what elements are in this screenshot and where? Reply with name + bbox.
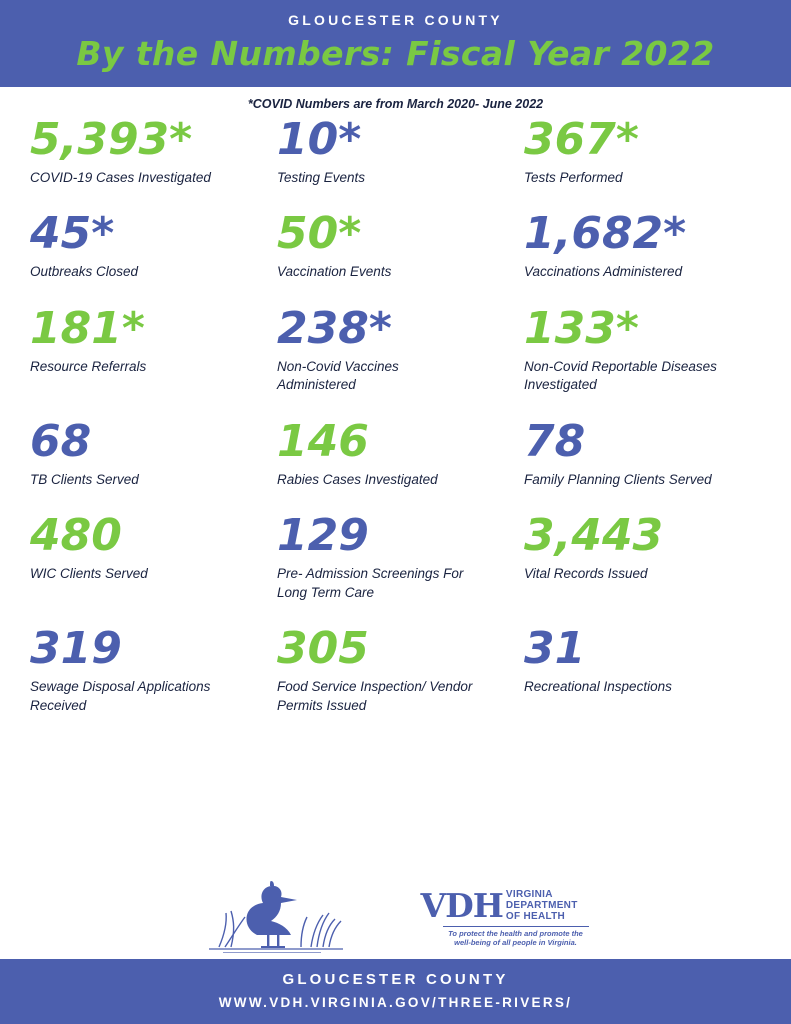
stat-value: 367* xyxy=(524,114,639,165)
stats-grid xyxy=(0,114,791,861)
stat-value: 45* xyxy=(30,208,115,260)
stat-item xyxy=(524,114,761,187)
stat-label: Family Planning Clients Served xyxy=(524,471,712,487)
stat-label: Food Service Inspection/ Vendor Permits Issued xyxy=(277,678,473,713)
vdh-logo-words xyxy=(506,889,578,923)
stat-item xyxy=(30,510,267,602)
page-footer xyxy=(0,959,791,1024)
vdh-tagline: To protect the health and promote the well-being of all people in Virginia. xyxy=(443,926,589,948)
stat-label: Testing Events xyxy=(277,169,366,185)
vdh-line-2: DEPARTMENT xyxy=(505,900,578,912)
stat-item xyxy=(524,208,761,281)
stat-label: Pre- Admission Screenings For Long Term Care xyxy=(277,565,464,600)
stat-item xyxy=(277,208,514,281)
vdh-wordmark: VDH xyxy=(420,886,503,926)
stat-item xyxy=(524,302,761,395)
stat-value: 129 xyxy=(277,510,369,562)
stat-label: Vaccinations Administered xyxy=(524,264,683,280)
stat-item xyxy=(277,415,514,489)
stat-item xyxy=(277,114,514,187)
stat-item xyxy=(30,114,267,187)
stat-label: Tests Performed xyxy=(524,169,623,185)
stat-value: 10* xyxy=(277,114,362,165)
stat-item xyxy=(277,623,514,715)
logo-row xyxy=(0,861,791,959)
stat-value: 181* xyxy=(30,302,145,354)
stat-label: Vaccination Events xyxy=(277,264,392,280)
stat-label: Vital Records Issued xyxy=(524,565,648,581)
page-title: By the Numbers: Fiscal Year 2022 xyxy=(76,34,715,73)
stat-value: 305 xyxy=(277,623,369,675)
header-eyebrow: GLOUCESTER COUNTY xyxy=(288,12,503,28)
stat-value: 50* xyxy=(277,208,362,260)
stat-value: 480 xyxy=(30,510,122,562)
stat-label: Sewage Disposal Applications Received xyxy=(30,678,211,713)
covid-note: *COVID Numbers are from March 2020- June 2022 xyxy=(247,97,544,111)
stat-item xyxy=(524,415,761,489)
stat-label: Outbreaks Closed xyxy=(30,264,139,280)
stat-label: Non-Covid Reportable Diseases Investigated xyxy=(524,358,717,393)
stat-label: TB Clients Served xyxy=(30,471,139,487)
vdh-logo xyxy=(420,886,591,953)
stat-value: 68 xyxy=(30,415,92,467)
stat-value: 5,393* xyxy=(30,114,193,165)
stat-label: COVID-19 Cases Investigated xyxy=(30,169,211,185)
stat-label: Rabies Cases Investigated xyxy=(277,471,438,487)
heron-icon xyxy=(201,877,351,953)
stat-item xyxy=(524,510,761,602)
stat-value: 146 xyxy=(277,415,369,467)
stat-item xyxy=(277,302,514,395)
stat-value: 78 xyxy=(524,415,586,467)
stat-value: 319 xyxy=(30,623,122,675)
stat-item xyxy=(30,415,267,489)
stat-item xyxy=(524,623,761,715)
stat-item xyxy=(30,302,267,395)
stat-label: Recreational Inspections xyxy=(524,678,672,694)
stat-item xyxy=(30,623,267,715)
stat-label: Non-Covid Vaccines Administered xyxy=(277,358,399,393)
vdh-logo-top xyxy=(420,886,591,926)
stat-label: Resource Referrals xyxy=(30,358,147,374)
stat-value: 3,443 xyxy=(524,510,664,562)
footer-title: GLOUCESTER COUNTY xyxy=(282,971,509,988)
stat-value: 1,682* xyxy=(524,208,687,260)
stat-value: 31 xyxy=(524,623,586,675)
stat-label: WIC Clients Served xyxy=(30,565,148,581)
vdh-line-1: VIRGINIA xyxy=(505,889,553,900)
stat-value: 238* xyxy=(277,302,392,354)
stat-item xyxy=(30,208,267,281)
vdh-line-3: OF HEALTH xyxy=(505,911,566,923)
stat-item xyxy=(277,510,514,602)
stat-value: 133* xyxy=(524,302,639,354)
page-header xyxy=(0,0,791,87)
footer-url[interactable]: WWW.VDH.VIRGINIA.GOV/THREE-RIVERS/ xyxy=(218,995,573,1010)
